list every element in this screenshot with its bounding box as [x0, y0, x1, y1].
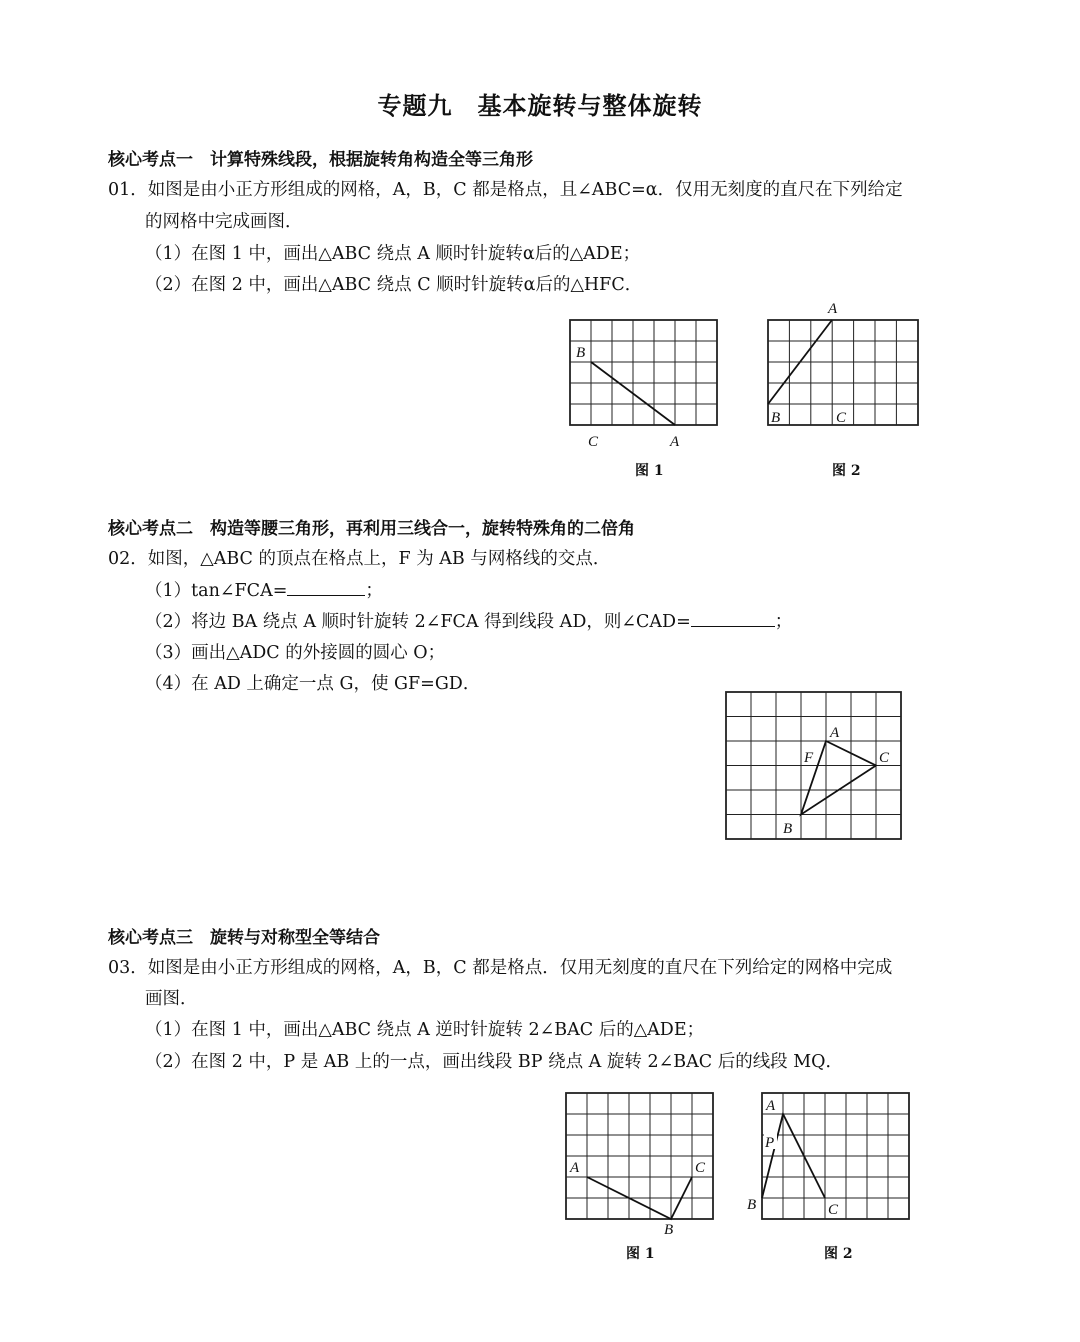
q1-figure-2-caption: 图 2 [832, 463, 861, 479]
q2-part-1-text: （1）tan∠FCA= [145, 581, 288, 601]
q1-fig1-label-c: C [588, 434, 599, 450]
q2-part-3: （3）画出△ADC 的外接圆的圆心 O； [145, 643, 446, 663]
section-3-heading: 核心考点三 旋转与对称型全等结合 [108, 928, 380, 948]
q2-part-4: （4）在 AD 上确定一点 G，使 GF=GD． [145, 674, 481, 694]
q3-fig2-label-p: P [765, 1135, 775, 1151]
q2-answer-blank-2[interactable] [691, 610, 775, 627]
q3-fig1-label-c: C [695, 1160, 706, 1176]
q3-line-1: 03．如图是由小正方形组成的网格，A，B，C 都是格点．仅用无刻度的直尺在下列给定的网格中完成 [108, 958, 893, 978]
q2-label-b: B [783, 821, 793, 837]
q2-line-1: 02．如图，△ABC 的顶点在格点上，F 为 AB 与网格线的交点． [108, 549, 611, 569]
page-title: 专题九 基本旋转与整体旋转 [377, 91, 703, 120]
q1-figure-1-caption: 图 1 [635, 463, 664, 479]
q2-label-f: F [804, 750, 814, 766]
q2-part-1-end: ； [365, 581, 383, 601]
q1-fig2-label-a: A [828, 301, 838, 317]
q2-part-1 [145, 577, 383, 602]
q1-fig1-label-b: B [576, 345, 586, 361]
q1-fig2-label-c: C [836, 410, 847, 426]
q3-part-2: （2）在图 2 中，P 是 AB 上的一点，画出线段 BP 绕点 A 旋转 2∠BAC 后的线段 MQ． [145, 1052, 844, 1072]
q2-answer-blank-1[interactable] [287, 579, 365, 596]
q1-fig2-label-b: B [771, 410, 781, 426]
q2-part-2-text: （2）将边 BA 绕点 A 顺时针旋转 2∠FCA 得到线段 AD，则∠CAD= [145, 612, 691, 632]
q2-label-a: A [830, 725, 840, 741]
q2-part-2-end: ； [774, 612, 793, 632]
q2-label-c: C [879, 750, 890, 766]
q3-fig1-label-a: A [570, 1160, 580, 1176]
q1-line-2: 的网格中完成画图． [145, 212, 303, 232]
q3-figure-1 [556, 1083, 731, 1243]
q1-part-1: （1）在图 1 中，画出△ABC 绕点 A 顺时针旋转α后的△ADE； [145, 244, 641, 264]
q2-figure [720, 686, 920, 846]
q1-part-2: （2）在图 2 中，画出△ABC 绕点 C 顺时针旋转α后的△HFC． [145, 275, 643, 295]
q3-fig2-label-c: C [828, 1202, 839, 1218]
q2-part-2 [145, 608, 792, 633]
q1-figure-1 [560, 310, 730, 460]
q3-line-2: 画图． [145, 989, 198, 1009]
q3-part-1: （1）在图 1 中，画出△ABC 绕点 A 逆时针旋转 2∠BAC 后的△ADE； [145, 1020, 705, 1040]
q3-fig2-label-b: B [747, 1197, 757, 1213]
q3-figure-1-caption: 图 1 [626, 1246, 655, 1262]
q1-figure-2 [758, 296, 938, 460]
q3-fig1-label-b: B [664, 1222, 674, 1238]
q1-line-1: 01．如图是由小正方形组成的网格，A，B，C 都是格点，且∠ABC=α．仅用无刻度的直尺在下列给定 [108, 180, 903, 200]
q3-figure-2-caption: 图 2 [824, 1246, 853, 1262]
section-2-heading: 核心考点二 构造等腰三角形，再利用三线合一，旋转特殊角的二倍角 [108, 519, 635, 539]
q1-fig1-label-a: A [670, 434, 680, 450]
q3-figure-2 [742, 1083, 917, 1233]
section-1-heading: 核心考点一 计算特殊线段，根据旋转角构造全等三角形 [108, 150, 533, 170]
q3-fig2-label-a: A [766, 1098, 776, 1114]
